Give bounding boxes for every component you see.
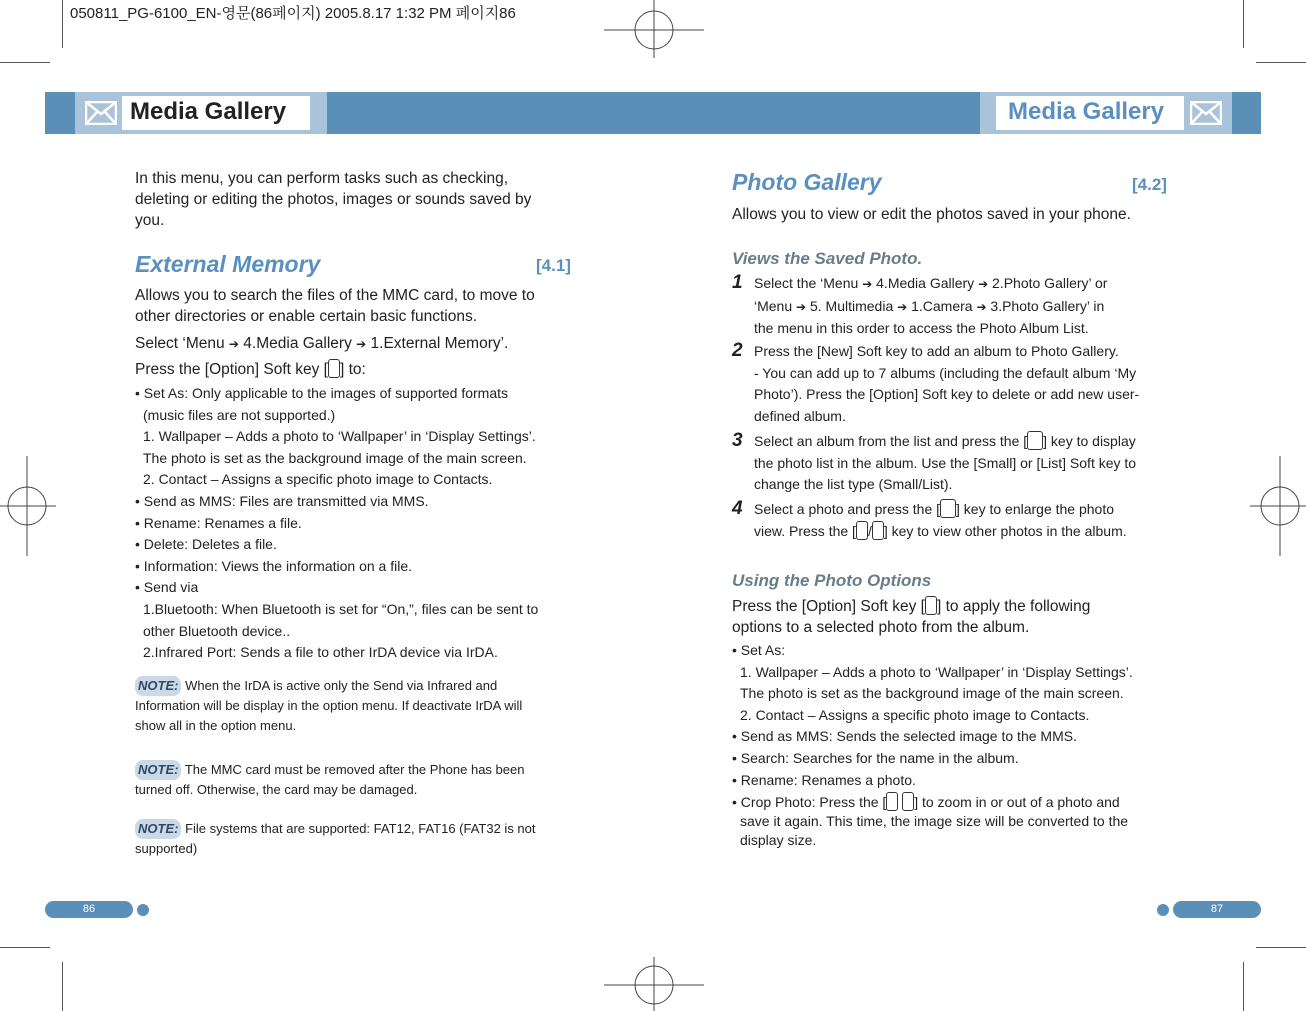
registration-mark-left bbox=[0, 456, 58, 556]
soft-key-icon bbox=[886, 792, 898, 811]
section-description: Allows you to view or edit the photos saved in your phone. bbox=[732, 206, 1131, 223]
list-item: The photo is set as the background image of the main screen. bbox=[740, 685, 1124, 702]
step-1-text: Select the ‘Menu ➔ 4.Media Gallery ➔ 2.Photo Gallery’ or ‘Menu ➔ 5. Multimedia ➔ 1.Camera ➔ 3.Photo Gallery’ in the menu in this order to access the Photo Album List. bbox=[754, 275, 1108, 337]
arrow-right-icon: ➔ bbox=[228, 337, 239, 351]
list-item: • Rename: Renames a file. bbox=[135, 514, 302, 531]
note-label: NOTE: bbox=[135, 676, 181, 696]
list-item: 1. Wallpaper – Adds a photo to ‘Wallpaper’ in ‘Display Settings’. bbox=[143, 428, 536, 445]
print-header: 050811_PG-6100_EN-영문(86페이지) 2005.8.17 1:32 PM 페이지86 bbox=[70, 5, 516, 22]
page-number: 87 bbox=[1173, 901, 1261, 918]
soft-key-icon bbox=[925, 596, 937, 615]
crop-mark bbox=[1243, 0, 1244, 48]
arrow-right-icon: ➔ bbox=[978, 277, 989, 291]
list-item: • Search: Searches for the name in the album. bbox=[732, 749, 1019, 766]
photo-option-list bbox=[732, 640, 1133, 791]
envelope-icon bbox=[85, 101, 117, 125]
list-item: 1. Wallpaper – Adds a photo to ‘Wallpaper’ in ‘Display Settings’. bbox=[740, 663, 1133, 680]
crop-mark bbox=[62, 0, 63, 48]
note-label: NOTE: bbox=[135, 760, 181, 780]
step-number: 1 bbox=[732, 272, 743, 293]
list-item: • Information: Views the information on a file. bbox=[135, 557, 413, 574]
section-title-external-memory: External Memory bbox=[135, 251, 321, 277]
page-number: 86 bbox=[45, 901, 133, 918]
arrow-right-icon: ➔ bbox=[862, 277, 873, 291]
crop-mark bbox=[1256, 947, 1306, 948]
arrow-right-icon: ➔ bbox=[796, 299, 807, 314]
step-2-text: Press the [New] Soft key to add an album to Photo Gallery. - You can add up to 7 albums (including the default album ‘My Photo’). Press the [Option] Soft key to delete or add new user- defined album. bbox=[754, 343, 1140, 424]
arrow-right-icon: ➔ bbox=[976, 299, 987, 314]
arrow-right-icon: ➔ bbox=[897, 299, 908, 314]
note-irda: NOTE: When the IrDA is active only the Send via Infrared and Information will be display in the option menu. If deactivate IrDA will show all in the option menu. bbox=[135, 678, 523, 733]
crop-mark bbox=[1243, 962, 1244, 1011]
list-item: • Set As: bbox=[732, 642, 786, 658]
registration-mark-bottom bbox=[604, 955, 704, 1011]
step-4-text: Select a photo and press the [ ] key to enlarge the photo view. Press the [ / ] key to view other photos in the album. bbox=[754, 501, 1127, 539]
crop-mark bbox=[1256, 62, 1306, 63]
list-item: • Send as MMS: Files are transmitted via MMS. bbox=[135, 492, 429, 509]
list-item: (music files are not supported.) bbox=[143, 406, 336, 423]
step-3-text: Select an album from the list and press the [ ] key to display the photo list in the album. Use the [Small] or [List] Soft key to change the list type (Small/List). bbox=[754, 433, 1137, 493]
step-number: 2 bbox=[732, 340, 743, 361]
page-dot bbox=[1157, 904, 1169, 916]
crop-mark bbox=[0, 62, 50, 63]
registration-mark-top bbox=[604, 0, 704, 60]
registration-mark-right bbox=[1250, 456, 1306, 556]
step-number: 4 bbox=[732, 498, 743, 519]
right-page-title: Media Gallery bbox=[1008, 98, 1165, 125]
list-item: • Set As: Only applicable to the images of supported formats bbox=[135, 385, 508, 401]
crop-photo-item: • Crop Photo: Press the [ ] to zoom in or out of a photo and save it again. This time, the image size will be converted to the display size. bbox=[732, 794, 1129, 848]
crop-mark bbox=[0, 947, 50, 948]
soft-key-icon bbox=[328, 359, 340, 378]
note-file-systems: NOTE: File systems that are supported: FAT12, FAT16 (FAT32 is not supported) bbox=[135, 821, 536, 856]
subheading-views: Views the Saved Photo. bbox=[732, 249, 923, 268]
list-item: • Send as MMS: Sends the selected image to the MMS. bbox=[732, 728, 1077, 745]
ok-key-icon bbox=[940, 499, 956, 518]
nav-right-key-icon bbox=[856, 521, 868, 540]
option-list bbox=[135, 383, 538, 664]
list-item: 2.Infrared Port: Sends a file to other IrDA device via IrDA. bbox=[143, 644, 498, 661]
options-intro: Press the [Option] Soft key [ ] to apply the following options to a selected photo from the album. bbox=[732, 598, 1091, 636]
intro-text: In this menu, you can perform tasks such as checking, deleting or editing the photos, images or sounds saved by you. bbox=[135, 170, 532, 229]
press-option-line: Press the [Option] Soft key [ ] to: bbox=[135, 361, 366, 378]
section-code: [4.1] bbox=[536, 256, 571, 275]
list-item: 1.Bluetooth: When Bluetooth is set for “On,”, files can be sent to bbox=[143, 600, 539, 617]
list-item: The photo is set as the background image of the main screen. bbox=[143, 449, 527, 466]
step-number: 3 bbox=[732, 430, 743, 451]
menu-path: Select ‘Menu ➔ 4.Media Gallery ➔ 1.External Memory’. bbox=[135, 335, 509, 352]
ok-key-icon bbox=[1027, 431, 1043, 450]
section-code: [4.2] bbox=[1132, 175, 1167, 194]
list-item: 2. Contact – Assigns a specific photo image to Contacts. bbox=[143, 471, 493, 488]
soft-key-icon bbox=[902, 792, 914, 811]
crop-mark bbox=[62, 962, 63, 1011]
section-title-photo-gallery: Photo Gallery bbox=[732, 169, 882, 195]
envelope-icon bbox=[1190, 101, 1222, 125]
list-item: 2. Contact – Assigns a specific photo image to Contacts. bbox=[740, 706, 1090, 723]
left-page-title: Media Gallery bbox=[130, 98, 287, 125]
note-mmc: NOTE: The MMC card must be removed after the Phone has been turned off. Otherwise, the card may be damaged. bbox=[135, 762, 525, 797]
list-item: other Bluetooth device.. bbox=[143, 622, 291, 639]
subheading-options: Using the Photo Options bbox=[732, 571, 932, 590]
arrow-right-icon: ➔ bbox=[356, 337, 367, 351]
note-label: NOTE: bbox=[135, 819, 181, 839]
page-dot bbox=[137, 904, 149, 916]
section-description: Allows you to search the files of the MMC card, to move to other directories or enable certain basic functions. bbox=[135, 287, 535, 325]
list-item: • Send via bbox=[135, 579, 199, 596]
list-item: • Rename: Renames a photo. bbox=[732, 771, 916, 788]
list-item: • Delete: Deletes a file. bbox=[135, 536, 277, 553]
nav-left-key-icon bbox=[872, 521, 884, 540]
